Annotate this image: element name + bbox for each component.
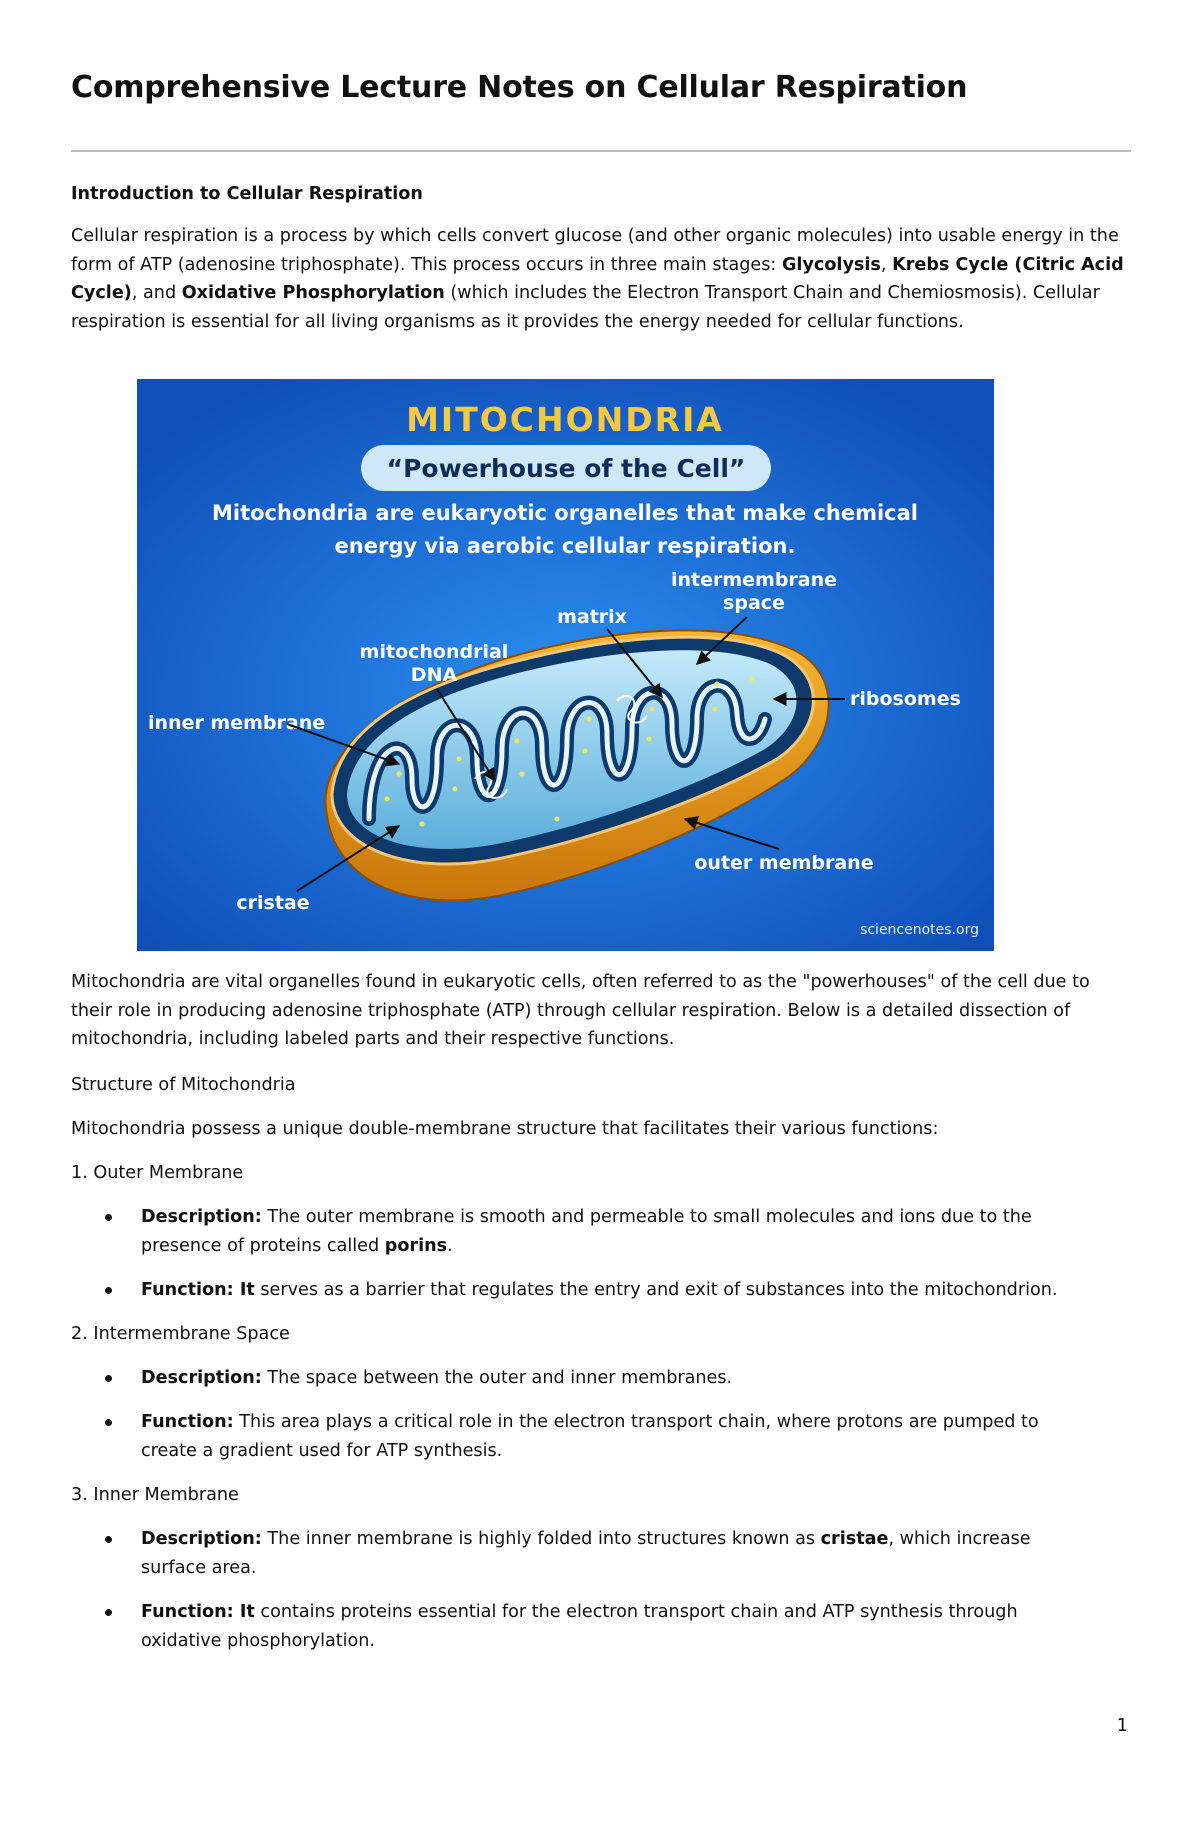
label-mtdna-line-1: mitochondrial <box>359 641 509 663</box>
figure-caption-line-2: energy via aerobic cellular respiration. <box>334 534 796 558</box>
stage-krebs: Krebs Cycle (Citric Acid Cycle) <box>71 254 1124 303</box>
description-label: Description: <box>141 1207 262 1227</box>
document-title: Comprehensive Lecture Notes on Cellular Respiration <box>71 70 968 105</box>
term-porins: porins <box>384 1235 448 1256</box>
inner-membrane-description <box>141 1525 1091 1582</box>
structure-intro: Mitochondria possess a unique double-membrane structure that facilitates their various functions: <box>71 1119 939 1139</box>
intro-heading: Introduction to Cellular Respiration <box>71 184 423 204</box>
bullet-icon <box>105 1536 112 1543</box>
function-label: Function: It <box>141 1602 255 1622</box>
structure-heading: Structure of Mitochondria <box>71 1075 296 1095</box>
intermembrane-function <box>141 1408 1091 1465</box>
label-intermembrane-line-1: intermembrane <box>670 569 838 591</box>
title-divider <box>71 150 1131 152</box>
label-ribosomes: ribosomes <box>850 688 961 710</box>
figure-title: MITOCHONDRIA <box>406 400 724 439</box>
bullet-icon <box>105 1214 112 1221</box>
outer-membrane-function <box>141 1276 1091 1305</box>
description-text: The space between the outer and inner membranes. <box>261 1368 733 1388</box>
label-outer-membrane: outer membrane <box>694 852 874 874</box>
bullet-icon <box>105 1375 112 1382</box>
page-number: 1 <box>1116 1716 1128 1736</box>
bullet-icon <box>105 1287 112 1294</box>
description-end: . <box>447 1235 453 1256</box>
bullet-icon <box>105 1609 112 1616</box>
intermembrane-description <box>141 1364 1091 1393</box>
description-end: , which increase surface area. <box>141 1529 1031 1578</box>
function-label: Function: It <box>141 1280 255 1300</box>
label-inner-membrane: inner membrane <box>148 712 326 734</box>
section-heading-outer-membrane: 1. Outer Membrane <box>71 1163 244 1183</box>
intro-text-b: (which includes the Electron Transport Chain and Chemiosmosis). Cellular respiration is essential for all living organisms as it provides the energy needed for cellular functions. <box>71 283 1100 332</box>
intro-text-a: Cellular respiration is a process by which cells convert glucose (and other organic molecules) into usable energy in the form of ATP (adenosine triphosphate). This process occurs in three main stages: <box>71 226 1119 275</box>
mitochondria-figure <box>137 379 994 951</box>
bullet-icon <box>105 1419 112 1426</box>
description-label: Description: <box>141 1529 262 1549</box>
function-label: Function: <box>141 1412 234 1432</box>
figure-credit: sciencenotes.org <box>860 922 979 938</box>
outer-membrane-description <box>141 1203 1091 1260</box>
label-intermembrane-line-2: space <box>723 592 785 614</box>
mito-intro-paragraph: Mitochondria are vital organelles found in eukaryotic cells, often referred to as the "powerhouses" of the cell due to their role in producing adenosine triphosphate (ATP) through cellular respiration. Below is a detailed dissection of mitochondria, including labeled parts and their respective functions. <box>71 972 1090 1049</box>
label-mtdna-line-2: DNA <box>410 664 458 686</box>
stage-glycolysis: Glycolysis <box>781 254 881 275</box>
function-text: This area plays a critical role in the electron transport chain, where protons are pumped to create a gradient used for ATP synthesis. <box>141 1412 1039 1461</box>
label-matrix: matrix <box>557 606 627 628</box>
inner-membrane-function <box>141 1598 1091 1655</box>
intro-paragraph <box>71 222 1136 336</box>
description-label: Description: <box>141 1368 262 1388</box>
function-text: serves as a barrier that regulates the entry and exit of substances into the mitochondrion. <box>254 1280 1058 1300</box>
figure-caption-line-1: Mitochondria are eukaryotic organelles that make chemical <box>212 501 918 525</box>
section-heading-intermembrane-space: 2. Intermembrane Space <box>71 1324 290 1344</box>
label-cristae: cristae <box>236 892 310 914</box>
term-cristae: cristae <box>820 1529 889 1549</box>
section-heading-inner-membrane: 3. Inner Membrane <box>71 1485 239 1505</box>
figure-subtitle: “Powerhouse of the Cell” <box>386 454 746 483</box>
function-text: contains proteins essential for the electron transport chain and ATP synthesis through oxidative phosphorylation. <box>141 1602 1018 1651</box>
intro-sep-1: , <box>880 254 893 275</box>
intro-sep-2: , and <box>131 283 182 303</box>
description-text: The outer membrane is smooth and permeable to small molecules and ions due to the presence of proteins called <box>141 1207 1032 1256</box>
stage-oxphos: Oxidative Phosphorylation <box>181 283 445 303</box>
description-text: The inner membrane is highly folded into structures known as <box>261 1529 821 1549</box>
